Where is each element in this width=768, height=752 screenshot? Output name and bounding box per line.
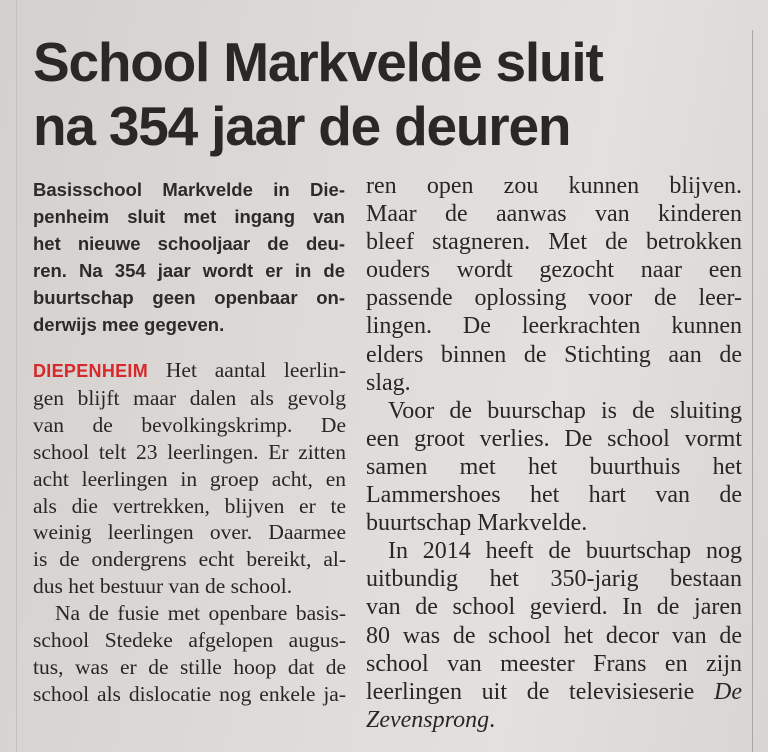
text-line xyxy=(366,509,742,537)
text-line xyxy=(33,439,346,466)
line-text: penheim sluit met ingang van xyxy=(33,206,345,227)
column-divider-right xyxy=(752,30,753,752)
line-text: ouders wordt gezocht naar een xyxy=(366,257,742,284)
text-line xyxy=(33,546,346,573)
text-line xyxy=(33,357,346,385)
column-divider-left xyxy=(16,0,17,752)
line-text: bleef stagneren. Met de betrokken xyxy=(366,229,742,256)
lead-paragraph xyxy=(33,176,345,338)
text-line xyxy=(366,341,742,369)
text-line xyxy=(366,172,742,200)
line-text: uitbundig het 350-jarig bestaan xyxy=(366,566,742,593)
body-column-right xyxy=(366,172,742,734)
text-line xyxy=(33,412,346,439)
line-text: Maar de aanwas van kinderen xyxy=(366,201,742,228)
line-text: In 2014 heeft de buurtschap nog xyxy=(388,538,742,565)
line-text: acht leerlingen in groep acht, en xyxy=(33,466,346,491)
text-line xyxy=(33,203,345,230)
text-line xyxy=(366,565,742,593)
line-text: ren open zou kunnen blijven. xyxy=(366,173,742,199)
line-text: dus het bestuur van de school. xyxy=(33,574,293,599)
text-line xyxy=(33,493,346,520)
line-text: Basisschool Markvelde in Die- xyxy=(33,179,345,200)
text-line xyxy=(366,312,742,340)
line-text: Het aantal leerlin- xyxy=(148,358,346,382)
line-text: school als dislocatie nog enkele ja- xyxy=(33,681,346,706)
line-text: slag. xyxy=(366,369,411,396)
line-text: het nieuwe schooljaar de deu- xyxy=(33,233,345,254)
text-line xyxy=(366,397,742,425)
line-text: 80 was de school het decor van de xyxy=(366,622,742,649)
line-text: school Stedeke afgelopen augus- xyxy=(33,628,346,653)
line-text: school telt 23 leerlingen. Er zitten xyxy=(33,439,346,464)
headline-line: School Markvelde sluit xyxy=(33,31,603,93)
line-text: Na de fusie met openbare basis- xyxy=(55,601,346,626)
text-line xyxy=(33,600,346,627)
headline-line: na 354 jaar de deuren xyxy=(33,95,571,157)
headline xyxy=(33,30,603,158)
text-line xyxy=(33,230,345,257)
line-text: weinig leerlingen over. Daarmee xyxy=(33,520,346,545)
text-line xyxy=(366,453,742,481)
line-text: leerlingen uit de televisieserie xyxy=(366,678,715,705)
body-column-left xyxy=(33,357,346,708)
line-text: is de ondergrens echt bereikt, al- xyxy=(33,547,346,572)
text-line xyxy=(366,678,742,706)
text-line xyxy=(33,385,346,412)
text-line xyxy=(366,481,742,509)
text-line xyxy=(33,176,345,203)
line-text: derwijs mee gegeven. xyxy=(33,314,225,335)
text-line xyxy=(366,256,742,284)
text-line xyxy=(366,706,742,734)
text-line xyxy=(33,257,345,284)
text-line xyxy=(33,519,346,546)
text-line xyxy=(366,425,742,453)
dateline-kicker: DIEPENHEIM xyxy=(33,361,149,381)
text-line xyxy=(33,627,346,654)
text-line xyxy=(366,650,742,678)
text-line xyxy=(366,228,742,256)
text-line xyxy=(366,622,742,650)
line-text: Voor de buurschap is de sluiting xyxy=(388,397,742,424)
line-text: van de bevolkingskrimp. De xyxy=(33,412,346,437)
text-line xyxy=(366,369,742,397)
line-text: samen met het buurthuis het xyxy=(366,453,742,480)
line-text: buurtschap geen openbaar on- xyxy=(33,287,345,308)
line-text: van de school gevierd. In de jaren xyxy=(366,594,742,621)
text-line xyxy=(33,654,346,681)
text-line xyxy=(366,200,742,228)
line-text: lingen. De leerkrachten kunnen xyxy=(366,313,742,340)
line-text: school van meester Frans en zijn xyxy=(366,650,742,677)
text-line xyxy=(33,466,346,493)
text-line xyxy=(33,284,345,311)
line-text: buurtschap Markvelde. xyxy=(366,510,588,537)
line-text: ren. Na 354 jaar wordt er in de xyxy=(33,260,345,281)
line-text: passende oplossing voor de leer- xyxy=(366,285,742,312)
italic-title: De xyxy=(714,678,742,705)
text-line xyxy=(366,537,742,565)
line-text: als die vertrekken, blijven er te xyxy=(33,493,346,518)
text-line xyxy=(366,284,742,312)
italic-title: Zevensprong xyxy=(366,706,490,733)
text-line xyxy=(366,593,742,621)
line-text: . xyxy=(489,706,496,733)
line-text: elders binnen de Stichting aan de xyxy=(366,341,742,368)
line-text: gen blijft maar dalen als gevolg xyxy=(33,385,346,410)
text-line xyxy=(33,311,345,338)
line-text: tus, was er de stille hoop dat de xyxy=(33,654,346,679)
text-line xyxy=(33,681,346,708)
line-text: een groot verlies. De school vormt xyxy=(366,425,742,452)
text-line xyxy=(33,573,346,600)
line-text: Lammershoes het hart van de xyxy=(366,482,742,509)
